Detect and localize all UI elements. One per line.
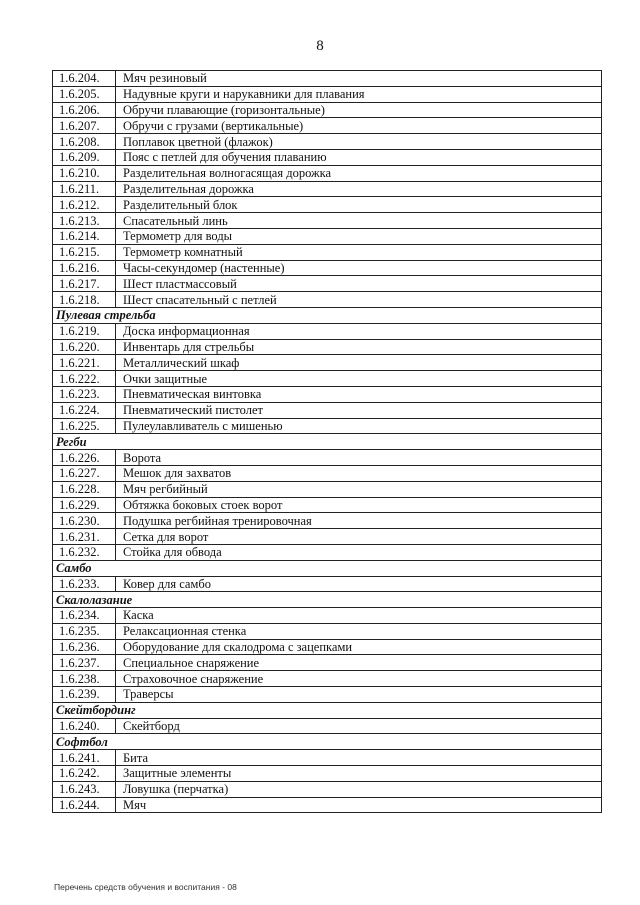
item-number: 1.6.223. — [53, 386, 116, 402]
item-number: 1.6.240. — [53, 718, 116, 734]
section-header-row — [53, 434, 602, 450]
item-name: Доска информационная — [116, 323, 602, 339]
section-title: Скейтбординг — [53, 702, 602, 718]
table-row — [53, 750, 602, 766]
item-name: Спасательный линь — [116, 213, 602, 229]
table-row — [53, 149, 602, 165]
equipment-table-body — [53, 71, 602, 813]
item-number: 1.6.214. — [53, 228, 116, 244]
section-title: Скалолазание — [53, 592, 602, 608]
item-number: 1.6.207. — [53, 118, 116, 134]
item-name: Пояс с петлей для обучения плаванию — [116, 149, 602, 165]
table-row — [53, 260, 602, 276]
item-name: Мяч резиновый — [116, 71, 602, 87]
item-name: Специальное снаряжение — [116, 655, 602, 671]
item-name: Стойка для обвода — [116, 544, 602, 560]
item-number: 1.6.225. — [53, 418, 116, 434]
item-number: 1.6.204. — [53, 71, 116, 87]
section-header-row — [53, 734, 602, 750]
item-name: Шест спасательный с петлей — [116, 292, 602, 308]
item-number: 1.6.224. — [53, 402, 116, 418]
item-number: 1.6.219. — [53, 323, 116, 339]
section-header-row — [53, 702, 602, 718]
item-name: Термометр для воды — [116, 228, 602, 244]
table-row — [53, 292, 602, 308]
table-row — [53, 639, 602, 655]
item-number: 1.6.205. — [53, 86, 116, 102]
table-row — [53, 481, 602, 497]
item-number: 1.6.233. — [53, 576, 116, 592]
item-name: Ковер для самбо — [116, 576, 602, 592]
item-name: Страховочное снаряжение — [116, 671, 602, 687]
item-number: 1.6.235. — [53, 623, 116, 639]
table-row — [53, 371, 602, 387]
table-row — [53, 766, 602, 782]
item-name: Разделительная волногасящая дорожка — [116, 165, 602, 181]
item-number: 1.6.226. — [53, 450, 116, 466]
table-row — [53, 276, 602, 292]
table-row — [53, 576, 602, 592]
item-name: Подушка регбийная тренировочная — [116, 513, 602, 529]
item-name: Скейтборд — [116, 718, 602, 734]
table-row — [53, 402, 602, 418]
page-footer: Перечень средств обучения и воспитания - 08 — [54, 882, 237, 892]
section-header-row — [53, 592, 602, 608]
table-row — [53, 418, 602, 434]
table-row — [53, 386, 602, 402]
item-name: Разделительный блок — [116, 197, 602, 213]
item-number: 1.6.230. — [53, 513, 116, 529]
item-name: Пневматический пистолет — [116, 402, 602, 418]
section-header-row — [53, 560, 602, 576]
item-number: 1.6.227. — [53, 465, 116, 481]
item-name: Обручи с грузами (вертикальные) — [116, 118, 602, 134]
item-number: 1.6.229. — [53, 497, 116, 513]
item-name: Пневматическая винтовка — [116, 386, 602, 402]
table-row — [53, 450, 602, 466]
section-title: Регби — [53, 434, 602, 450]
item-name: Мяч регбийный — [116, 481, 602, 497]
page-number: 8 — [316, 38, 324, 54]
table-row — [53, 718, 602, 734]
table-row — [53, 71, 602, 87]
item-number: 1.6.206. — [53, 102, 116, 118]
item-name: Разделительная дорожка — [116, 181, 602, 197]
item-number: 1.6.222. — [53, 371, 116, 387]
table-row — [53, 781, 602, 797]
item-name: Релаксационная стенка — [116, 623, 602, 639]
item-number: 1.6.239. — [53, 687, 116, 703]
item-number: 1.6.232. — [53, 544, 116, 560]
item-number: 1.6.221. — [53, 355, 116, 371]
item-number: 1.6.242. — [53, 766, 116, 782]
item-name: Обручи плавающие (горизонтальные) — [116, 102, 602, 118]
table-row — [53, 671, 602, 687]
table-row — [53, 529, 602, 545]
table-row — [53, 228, 602, 244]
table-row — [53, 165, 602, 181]
table-row — [53, 213, 602, 229]
item-name: Ворота — [116, 450, 602, 466]
table-row — [53, 355, 602, 371]
item-number: 1.6.218. — [53, 292, 116, 308]
item-name: Инвентарь для стрельбы — [116, 339, 602, 355]
item-name: Очки защитные — [116, 371, 602, 387]
table-row — [53, 797, 602, 813]
item-number: 1.6.243. — [53, 781, 116, 797]
item-number: 1.6.208. — [53, 134, 116, 150]
table-row — [53, 339, 602, 355]
table-row — [53, 244, 602, 260]
item-name: Каска — [116, 608, 602, 624]
item-number: 1.6.211. — [53, 181, 116, 197]
table-row — [53, 197, 602, 213]
item-number: 1.6.220. — [53, 339, 116, 355]
section-title: Софтбол — [53, 734, 602, 750]
item-name: Поплавок цветной (флажок) — [116, 134, 602, 150]
item-number: 1.6.212. — [53, 197, 116, 213]
item-name: Мешок для захватов — [116, 465, 602, 481]
item-number: 1.6.238. — [53, 671, 116, 687]
item-name: Шест пластмассовый — [116, 276, 602, 292]
table-row — [53, 118, 602, 134]
item-name: Металлический шкаф — [116, 355, 602, 371]
table-row — [53, 687, 602, 703]
item-number: 1.6.237. — [53, 655, 116, 671]
item-number: 1.6.213. — [53, 213, 116, 229]
table-row — [53, 86, 602, 102]
item-name: Ловушка (перчатка) — [116, 781, 602, 797]
table-row — [53, 102, 602, 118]
table-row — [53, 544, 602, 560]
item-name: Термометр комнатный — [116, 244, 602, 260]
table-row — [53, 465, 602, 481]
section-header-row — [53, 307, 602, 323]
table-row — [53, 323, 602, 339]
table-row — [53, 181, 602, 197]
item-number: 1.6.209. — [53, 149, 116, 165]
equipment-table — [52, 70, 602, 813]
table-row — [53, 513, 602, 529]
table-row — [53, 608, 602, 624]
item-number: 1.6.215. — [53, 244, 116, 260]
item-name: Пулеулавливатель с мишенью — [116, 418, 602, 434]
item-name: Сетка для ворот — [116, 529, 602, 545]
item-name: Часы-секундомер (настенные) — [116, 260, 602, 276]
item-number: 1.6.228. — [53, 481, 116, 497]
item-number: 1.6.244. — [53, 797, 116, 813]
item-number: 1.6.234. — [53, 608, 116, 624]
item-number: 1.6.217. — [53, 276, 116, 292]
item-name: Мяч — [116, 797, 602, 813]
item-number: 1.6.241. — [53, 750, 116, 766]
item-number: 1.6.231. — [53, 529, 116, 545]
item-name: Надувные круги и нарукавники для плавания — [116, 86, 602, 102]
section-title: Самбо — [53, 560, 602, 576]
item-number: 1.6.216. — [53, 260, 116, 276]
item-number: 1.6.210. — [53, 165, 116, 181]
item-name: Защитные элементы — [116, 766, 602, 782]
section-title: Пулевая стрельба — [53, 307, 602, 323]
item-name: Обтяжка боковых стоек ворот — [116, 497, 602, 513]
item-name: Оборудование для скалодрома с зацепками — [116, 639, 602, 655]
item-name: Траверсы — [116, 687, 602, 703]
table-row — [53, 134, 602, 150]
item-number: 1.6.236. — [53, 639, 116, 655]
table-row — [53, 655, 602, 671]
item-name: Бита — [116, 750, 602, 766]
table-row — [53, 497, 602, 513]
table-row — [53, 623, 602, 639]
